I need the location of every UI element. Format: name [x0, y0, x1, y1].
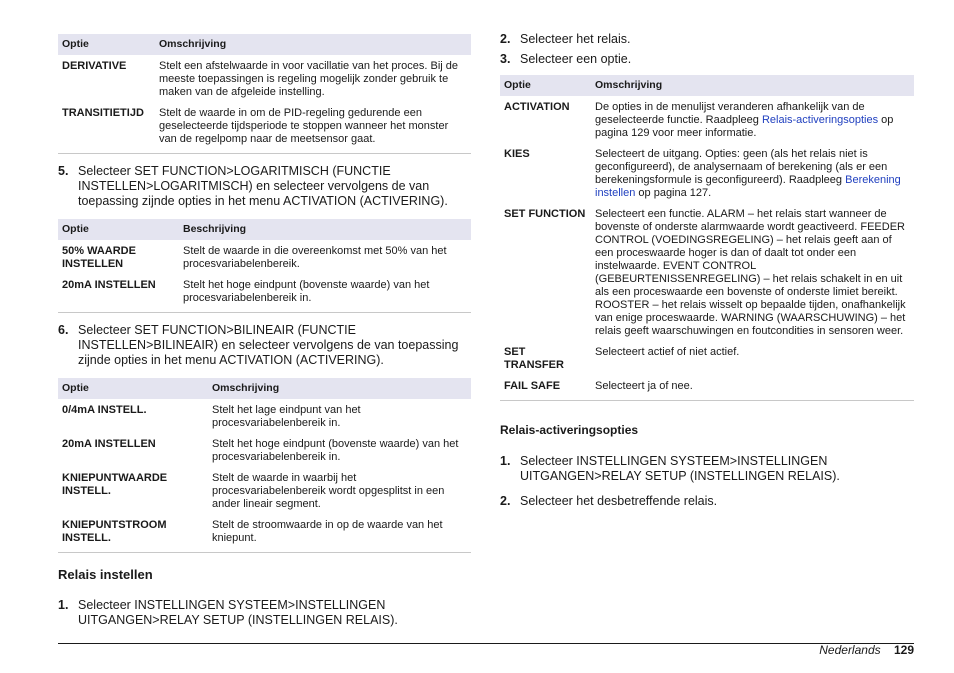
- column-header: Optie: [58, 34, 155, 55]
- footer-rule: [58, 643, 914, 644]
- option-description: [591, 140, 914, 200]
- table-row: [500, 140, 914, 200]
- column-header: Optie: [58, 219, 179, 240]
- option-name: SET FUNCTION: [504, 208, 586, 220]
- step-text: Selecteer INSTELLINGEN SYSTEEM>INSTELLINGEN UITGANGEN>RELAY SETUP (INSTELLINGEN RELAIS).: [78, 598, 398, 627]
- table-header: [500, 75, 914, 96]
- table-row: [58, 430, 471, 464]
- description-text: De opties in de menulijst veranderen afhankelijk van de geselecteerde functie. Raadpleeg: [595, 101, 865, 126]
- table-row: [58, 99, 471, 154]
- step-number: 6.: [58, 323, 69, 337]
- step-6: [58, 323, 471, 368]
- option-name: 20mA INSTELLEN: [62, 438, 156, 450]
- step-text: Selecteer SET FUNCTION>LOGARITMISCH (FUNCTIE INSTELLEN>LOGARITMISCH) en selecteer vervolgens de van toepassing zijnde opties in het menu ACTIVATION (ACTIVERING).: [78, 164, 448, 208]
- column-header: Optie: [500, 75, 591, 96]
- table-row: [58, 464, 471, 511]
- step-number: 3.: [500, 52, 511, 66]
- relais-step-2: [500, 32, 914, 47]
- option-description: Selecteert actief of niet actief.: [595, 346, 740, 358]
- step-number: 1.: [500, 454, 511, 468]
- option-description: Stelt het hoge eindpunt (bovenste waarde) van het procesvariabelenbereik in.: [212, 438, 459, 463]
- option-description: Selecteert ja of nee.: [591, 372, 914, 401]
- option-description: Stelt een afstelwaarde in voor vacillatie van het proces. Bij de meeste toepassingen is regeling mogelijk zonder gebruik te maken van de afgeleide instelling.: [159, 60, 458, 98]
- step-number: 5.: [58, 164, 69, 178]
- table-header: [58, 219, 471, 240]
- section-heading-relais-instellen: Relais instellen: [58, 567, 153, 582]
- table-row: [58, 240, 471, 271]
- column-header: Omschrijving: [155, 34, 471, 55]
- page-footer: [819, 643, 914, 657]
- footer-language: Nederlands: [819, 643, 881, 657]
- column-header: Omschrijving: [208, 378, 471, 399]
- step-number: 1.: [58, 598, 69, 612]
- option-description: Stelt de stroomwaarde in op de waarde van het kniepunt.: [208, 511, 471, 553]
- table-header: [58, 378, 471, 399]
- description-text: op pagina 127.: [635, 187, 712, 199]
- step-5: [58, 164, 471, 209]
- column-header: Beschrijving: [179, 219, 471, 240]
- option-description: Stelt het lage eindpunt van het procesvariabelenbereik in.: [212, 404, 361, 429]
- description-text: Selecteert de uitgang. Opties: geen (als het relais niet is geconfigureerd), de analysernaam of berekening (als er een berekeningsformule is geconfigureerd). Raadpleeg: [595, 148, 888, 186]
- logarithmic-table: [58, 219, 471, 313]
- column-header: Omschrijving: [591, 75, 914, 96]
- option-description: [591, 96, 914, 140]
- option-name: ACTIVATION: [504, 101, 570, 113]
- relais-step-3: [500, 52, 914, 67]
- berekening-instellen-link[interactable]: Berekening instellen: [595, 174, 901, 199]
- table-row: [500, 96, 914, 140]
- option-name: 20mA INSTELLEN: [58, 271, 179, 313]
- option-name: KNIEPUNTSTROOM INSTELL.: [58, 511, 208, 553]
- table-header: [58, 34, 471, 55]
- option-description: Stelt het hoge eindpunt (bovenste waarde) van het procesvariabelenbereik in.: [179, 271, 471, 313]
- table-row: [58, 271, 471, 313]
- option-name: 0/4mA INSTELL.: [62, 404, 147, 416]
- description-text: op pagina 129 voor meer informatie.: [595, 114, 894, 139]
- table-row: [58, 511, 471, 553]
- step-text: Selecteer het desbetreffende relais.: [520, 494, 718, 508]
- option-description: Stelt de waarde in waarbij het procesvariabelenbereik wordt opgesplitst in een ander lineair segment.: [212, 472, 445, 510]
- column-header: Optie: [58, 378, 208, 399]
- step-text: Selecteer het relais.: [520, 32, 631, 46]
- option-name: TRANSITIETIJD: [58, 99, 155, 154]
- option-name: FAIL SAFE: [500, 372, 591, 401]
- section-heading-relais-activeringsopties: Relais-activeringsopties: [500, 423, 639, 437]
- bilinear-table: [58, 378, 471, 553]
- derivative-table: [58, 34, 471, 154]
- option-name: DERIVATIVE: [62, 60, 127, 72]
- relay-options-table: [500, 75, 914, 401]
- step-number: 2.: [500, 494, 511, 508]
- activation-step-1: [500, 454, 914, 484]
- step-number: 2.: [500, 32, 511, 46]
- table-row: [500, 372, 914, 401]
- page-number: 129: [893, 643, 914, 657]
- option-name: 50% WAARDE INSTELLEN: [62, 245, 136, 270]
- table-row: [58, 399, 471, 430]
- step-text: Selecteer SET FUNCTION>BILINEAIR (FUNCTIE INSTELLEN>BILINEAIR) en selecteer vervolgens de van toepassing zijnde opties in het menu ACTIVATION (ACTIVERING).: [78, 323, 459, 367]
- left-column: [58, 34, 471, 638]
- option-description: Stelt de waarde in die overeenkomst met 50% van het procesvariabelenbereik.: [183, 245, 447, 270]
- option-name: SET TRANSFER: [504, 346, 564, 371]
- step-text: Selecteer een optie.: [520, 52, 632, 66]
- relais-step-1: [58, 598, 471, 628]
- table-row: [500, 338, 914, 372]
- right-column: [500, 32, 914, 519]
- option-description: Selecteert een functie. ALARM – het relais start wanneer de bovenste of onderste alarmwaarde wordt geactiveerd. FEEDER CONTROL (VOEDINGSREGELING) – het relais geeft aan of een proceswaarde hoger is dan of daalt tot onder een instelwaarde. EVENT CONTROL (GEBEURTENISSENREGELING) – het relais schakelt in en uit als een proceswaarde een bovenste of onderste limiet bereikt. ROOSTER – het relais wisselt op bepaalde tijden, onafhankelijk van enige proceswaarde. WARNING (WAARSCHUWING) – het relais geeft waarschuwingen en foutcondities in sensoren weer.: [595, 208, 906, 337]
- step-text: Selecteer INSTELLINGEN SYSTEEM>INSTELLINGEN UITGANGEN>RELAY SETUP (INSTELLINGEN RELAIS).: [520, 454, 840, 483]
- activation-step-2: [500, 494, 914, 509]
- table-row: [58, 55, 471, 99]
- option-description: Stelt de waarde in om de PID-regeling gedurende een geselecteerde tijdsperiode te stoppen wanneer het monster van de regelpomp naar de meetsensor gaat.: [155, 99, 471, 154]
- table-row: [500, 200, 914, 338]
- relais-activeringsopties-link[interactable]: Relais-activeringsopties: [761, 114, 879, 126]
- option-name: KIES: [504, 148, 530, 160]
- option-name: KNIEPUNTWAARDE INSTELL.: [62, 472, 168, 497]
